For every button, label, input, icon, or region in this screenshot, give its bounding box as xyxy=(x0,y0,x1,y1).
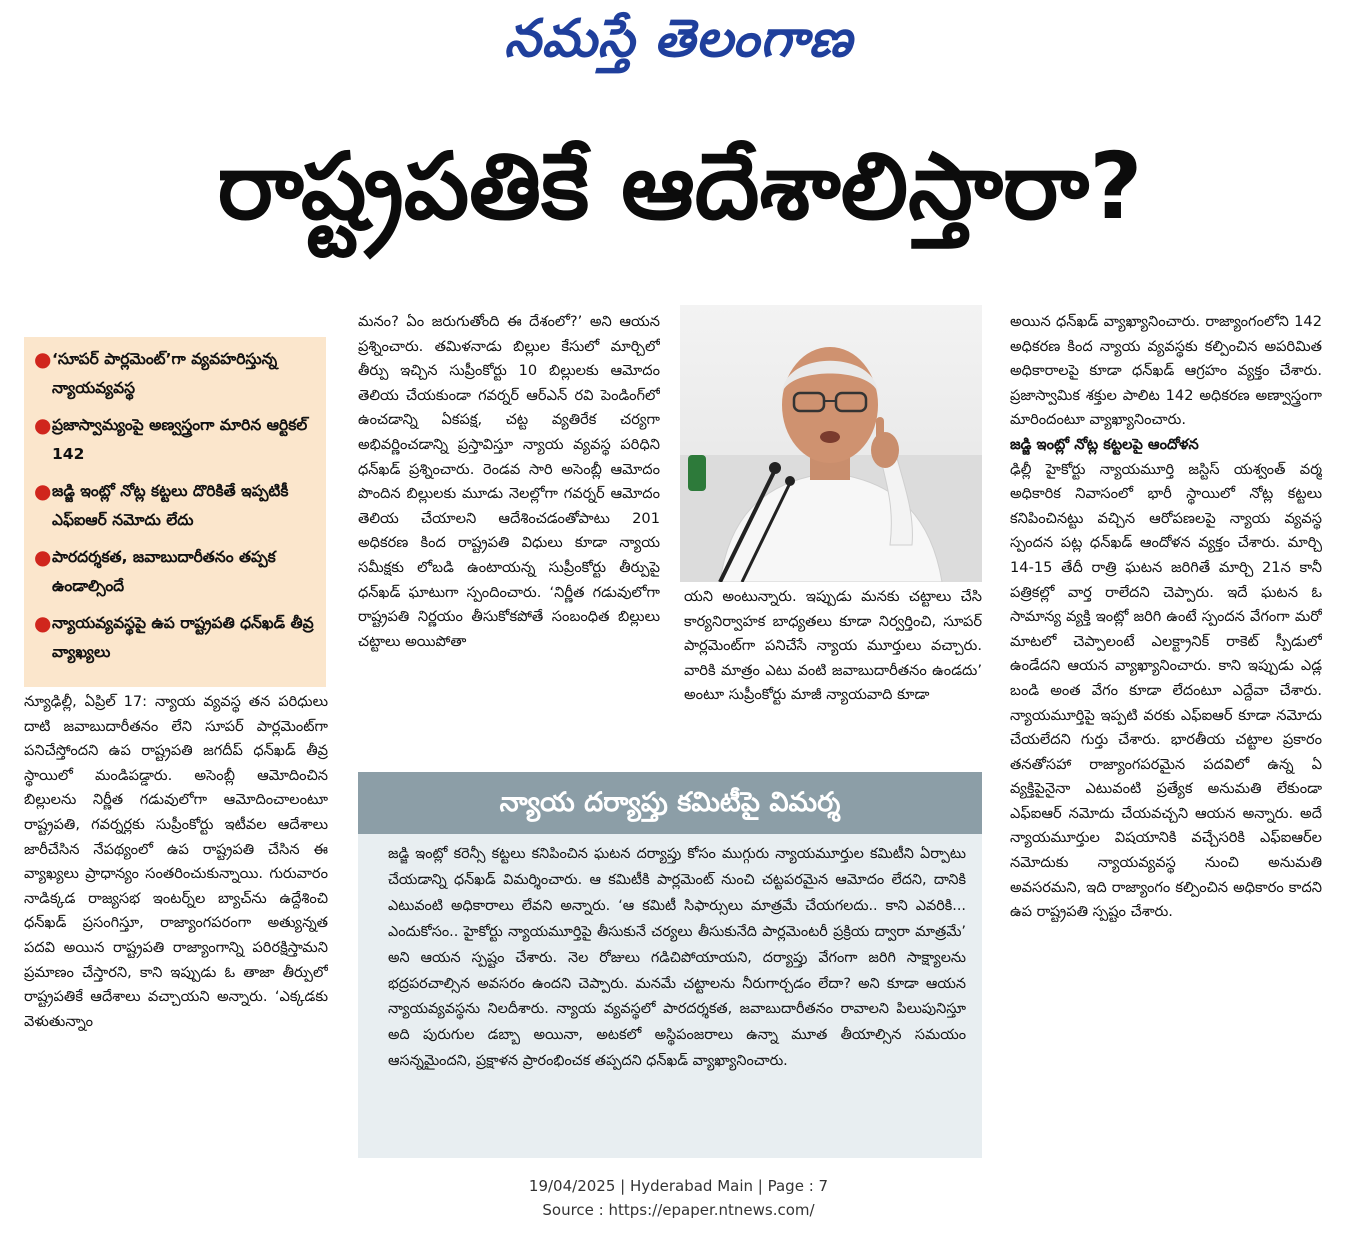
highlight-text: ‘సూపర్ పార్లమెంట్’గా వ్యవహరిస్తున్న న్యాయవ్యవస్థ xyxy=(52,350,278,397)
sidebar-box-title: న్యాయ దర్యాప్తు కమిటీపై విమర్శ xyxy=(358,772,982,834)
article-text: జడ్జి ఇంట్లో కరెన్సీ కట్టలు కనిపించిన ఘటన దర్యాప్తు కోసం ముగ్గురు న్యాయమూర్తుల కమిటీని ఏర్పాటు చేయడాన్ని ధన్‌ఖడ్ విమర్శించారు. ఆ కమిటీకి పార్లమెంట్ నుంచి చట్టపరమైన ఆమోదం లేదని, దానికి ఎటువంటి అధికారాలు లేవని అన్నారు. ‘ఆ కమిటీ సిఫార్సులు మాత్రమే చేయగలదు.. కాని ఎవరికి... ఎందుకోసం.. హైకోర్టు న్యాయమూర్తిపై తీసుకునే చర్యలు తీసుకునేది పార్లమెంటరీ ప్రక్రియ ద్వారా మాత్రమే’ అని ఆయన స్పష్టం చేశారు. నెల రోజులు గడిచిపోయాయని, దర్యాప్తు వేగంగా జరిగి సాక్ష్యాలను భద్రపరచాల్సిన అవసరం ఉందని చెప్పారు. మనమే చట్టాలను నీరుగార్చడం లేదా? అని కూడా ఆయన న్యాయవ్యవస్థను నిలదీశారు. న్యాయ వ్యవస్థలో పారదర్శకత, జవాబుదారీతనం రావాలని పిలుపునిస్తూ అది పురుగుల డబ్బా అయినా, అటకలో అస్థిపంజరాలు ఉన్నా మూత తీయాల్సిన సమయం ఆసన్నమైందని, ప్రక్షాళన ప్రారంభించక తప్పదని ధన్‌ఖడ్ వ్యాఖ్యానించారు. xyxy=(388,846,966,1070)
masthead: నమస్తే తెలంగాణ xyxy=(504,9,853,69)
highlight-item xyxy=(34,543,318,601)
highlight-item xyxy=(34,345,318,403)
speaker-photo xyxy=(680,305,982,582)
highlights-box xyxy=(24,337,326,687)
highlight-item xyxy=(34,477,318,535)
article-column-2 xyxy=(358,310,660,750)
article-column-1 xyxy=(24,690,328,1160)
highlight-text: జడ్జి ఇంట్లో నోట్ల కట్టలు దొరికితే ఇప్పటికీ ఎఫ్ఐఆర్ నమోదు లేదు xyxy=(52,482,289,529)
sidebar-box xyxy=(358,772,982,1158)
highlight-text: ప్రజాస్వామ్యంపై అణ్వస్త్రంగా మారిన ఆర్టికల్ 142 xyxy=(52,416,308,463)
highlight-text: పారదర్శకత, జవాబుదారీతనం తప్పక ఉండాల్సిందే xyxy=(52,548,276,595)
article-text: ఢిల్లీ హైకోర్టు న్యాయమూర్తి జస్టిస్ యశ్వంత్ వర్మ అధికారిక నివాసంలో భారీ స్థాయిలో నోట్ల కట్టలు కనిపించినట్టు వచ్చిన ఆరోపణలపై న్యాయ వ్యవస్థ స్పందన పట్ల ధన్‌ఖడ్ ఆందోళన వ్యక్తం చేశారు. మార్చి 14-15 తేదీ రాత్రి ఘటన జరిగితే మార్చి 21న కానీ పత్రికల్లో వార్త రాలేదని చెప్పారు. ఇదే ఘటన ఓ సామాన్య వ్యక్తి ఇంట్లో జరిగి ఉంటే స్పందన వేగంగా మరో మాటలో చెప్పాలంటే ఎలక్ట్రానిక్ రాకెట్ స్పీడులో ఉండేదని ఆయన వ్యాఖ్యానించారు. కాని ఇప్పుడు ఎడ్ల బండి అంత వేగం కూడా లేదంటూ ఎద్దేవా చేశారు. న్యాయమూర్తిపై ఇప్పటి వరకు ఎఫ్ఐఆర్ కూడా నమోదు చేయలేదని గుర్తు చేశారు. భారతీయ చట్టాల ప్రకారం తనతోసహా రాజ్యాంగపరమైన పదవిలో ఉన్న ఏ వ్యక్తిపైనైనా ఎటువంటి ప్రత్యేక అనుమతి లేకుండా ఎఫ్ఐఆర్ నమోదు చేయవచ్చని ఆయన అన్నారు. అదే న్యాయమూర్తుల విషయానికి వచ్చేసరికి ఎఫ్ఐఆర్‌ల నమోదుకు న్యాయవ్యవస్థ నుంచి అనుమతి అవసరమని, ఇది రాజ్యాంగం కల్పించిన అధికారం కాదని ఉప రాష్ట్రపతి స్పష్టం చేశారు. xyxy=(1010,460,1322,921)
highlight-item xyxy=(34,411,318,469)
article-column-4 xyxy=(1010,310,1322,1140)
article-column-3 xyxy=(684,585,982,755)
headline: రాష్ట్రపతికే ఆదేశాలిస్తారా? xyxy=(217,133,1143,240)
bullet-icon: ● xyxy=(34,347,52,371)
highlight-text: న్యాయవ్యవస్థపై ఉప రాష్ట్రపతి ధన్‌ఖడ్ తీవ్ర వ్యాఖ్యలు xyxy=(52,614,314,661)
footer-date-line: 19/04/2025 | Hyderabad Main | Page : 7 xyxy=(528,1177,829,1195)
article-text: అయిన ధన్‌ఖడ్ వ్యాఖ్యానించారు. రాజ్యాంగంలోని 142 అధికరణ కింద న్యాయ వ్యవస్థకు కల్పించిన అపరిమిత అధికారాలపై కూడా ధన్‌ఖడ్ ఆగ్రహం వ్యక్తం చేశారు. ప్రజాస్వామిక శక్తుల పాలిట 142 అధికరణ అణ్వాస్త్రంగా మారిందంటూ వ్యాఖ్యానించారు. xyxy=(1010,313,1322,429)
article-text: మనం? ఏం జరుగుతోంది ఈ దేశంలో?’ అని ఆయన ప్రశ్నించారు. తమిళనాడు బిల్లుల కేసులో మార్చిలో తీర్పు ఇచ్చిన సుప్రీంకోర్టు 10 బిల్లులకు ఆమోదం తెలియ చేయకుండా గవర్నర్ ఆర్ఎన్ రవి పెండింగ్‌లో ఉంచడాన్ని ఏకపక్ష, చట్ట వ్యతిరేక చర్యగా అభివర్ణించడాన్ని ప్రస్తావిస్తూ న్యాయ వ్యవస్థ పరిధిని ధన్‌ఖడ్ ప్రశ్నించారు. రెండవ సారి అసెంబ్లీ ఆమోదం పొందిన బిల్లులకు మూడు నెలల్లోగా గవర్నర్ ఆమోదం తెలియ చేయాలని ఆదేశించడంతోపాటు 201 అధికరణ కింద రాష్ట్రపతి విధులు కూడా న్యాయ సమీక్షకు లోబడి ఉంటాయన్న సుప్రీంకోర్టు తీర్పుపై ధన్‌ఖడ్ ఘాటుగా స్పందించారు. ‘నిర్ణీత గడువులోగా రాష్ట్రపతి నిర్ణయం తీసుకోకపోతే సంబంధిత బిల్లులు చట్టాలు అయిపోతా xyxy=(358,313,660,650)
footer-source-line: Source : https://epaper.ntnews.com/ xyxy=(542,1201,815,1219)
sidebar-box-body xyxy=(358,834,982,1079)
bullet-icon: ● xyxy=(34,611,52,635)
article-text: యని అంటున్నారు. ఇప్పుడు మనకు చట్టాలు చేసి కార్యనిర్వాహక బాధ్యతలు కూడా నిర్వర్తించి, సూపర్ పార్లమెంట్‌గా పనిచేసే న్యాయ మూర్తులు వచ్చారు. వారికి మాత్రం ఎటు వంటి జవాబుదారీతనం ఉండదు’ అంటూ సుప్రీంకోర్టు మాజీ న్యాయవాది కూడా xyxy=(684,588,982,704)
article-text: న్యూఢిల్లీ, ఏప్రిల్ 17: న్యాయ వ్యవస్థ తన పరిధులు దాటి జవాబుదారీతనం లేని సూపర్ పార్లమెంట్‌గా పనిచేస్తోందని ఉప రాష్ట్రపతి జగదీప్ ధన్‌ఖడ్ తీవ్ర స్థాయిలో మండిపడ్డారు. అసెంబ్లీ ఆమోదించిన బిల్లులను నిర్ణీత గడువులోగా ఆమోదించాలంటూ రాష్ట్రపతి, గవర్నర్లకు సుప్రీంకోర్టు ఇటీవల ఆదేశాలు జారీచేసిన నేపథ్యంలో ఉప రాష్ట్రపతి చేసిన ఈ వ్యాఖ్యలు ప్రాధాన్యం సంతరించుకున్నాయి. గురువారం నాడిక్కడ రాజ్యసభ ఇంటర్న్‌ల బ్యాచ్‌ను ఉద్దేశించి ధన్‌ఖడ్ ప్రసంగిస్తూ, రాజ్యాంగపరంగా అత్యున్నత పదవి అయిన రాష్ట్రపతి రాజ్యాంగాన్ని పరిరక్షిస్తామని ప్రమాణం చేస్తారని, కాని ఇప్పుడు ఓ తాజా తీర్పులో రాష్ట్రపతికే ఆదేశాలు వచ్చాయని అన్నారు. ‘ఎక్కడకు వెళుతున్నాం xyxy=(24,693,328,1030)
highlight-item xyxy=(34,609,318,667)
bullet-icon: ● xyxy=(34,545,52,569)
bullet-icon: ● xyxy=(34,413,52,437)
footer xyxy=(0,1174,1357,1222)
bullet-icon: ● xyxy=(34,479,52,503)
subheading: జడ్జి ఇంట్లో నోట్ల కట్టలపై ఆందోళన xyxy=(1010,435,1199,453)
